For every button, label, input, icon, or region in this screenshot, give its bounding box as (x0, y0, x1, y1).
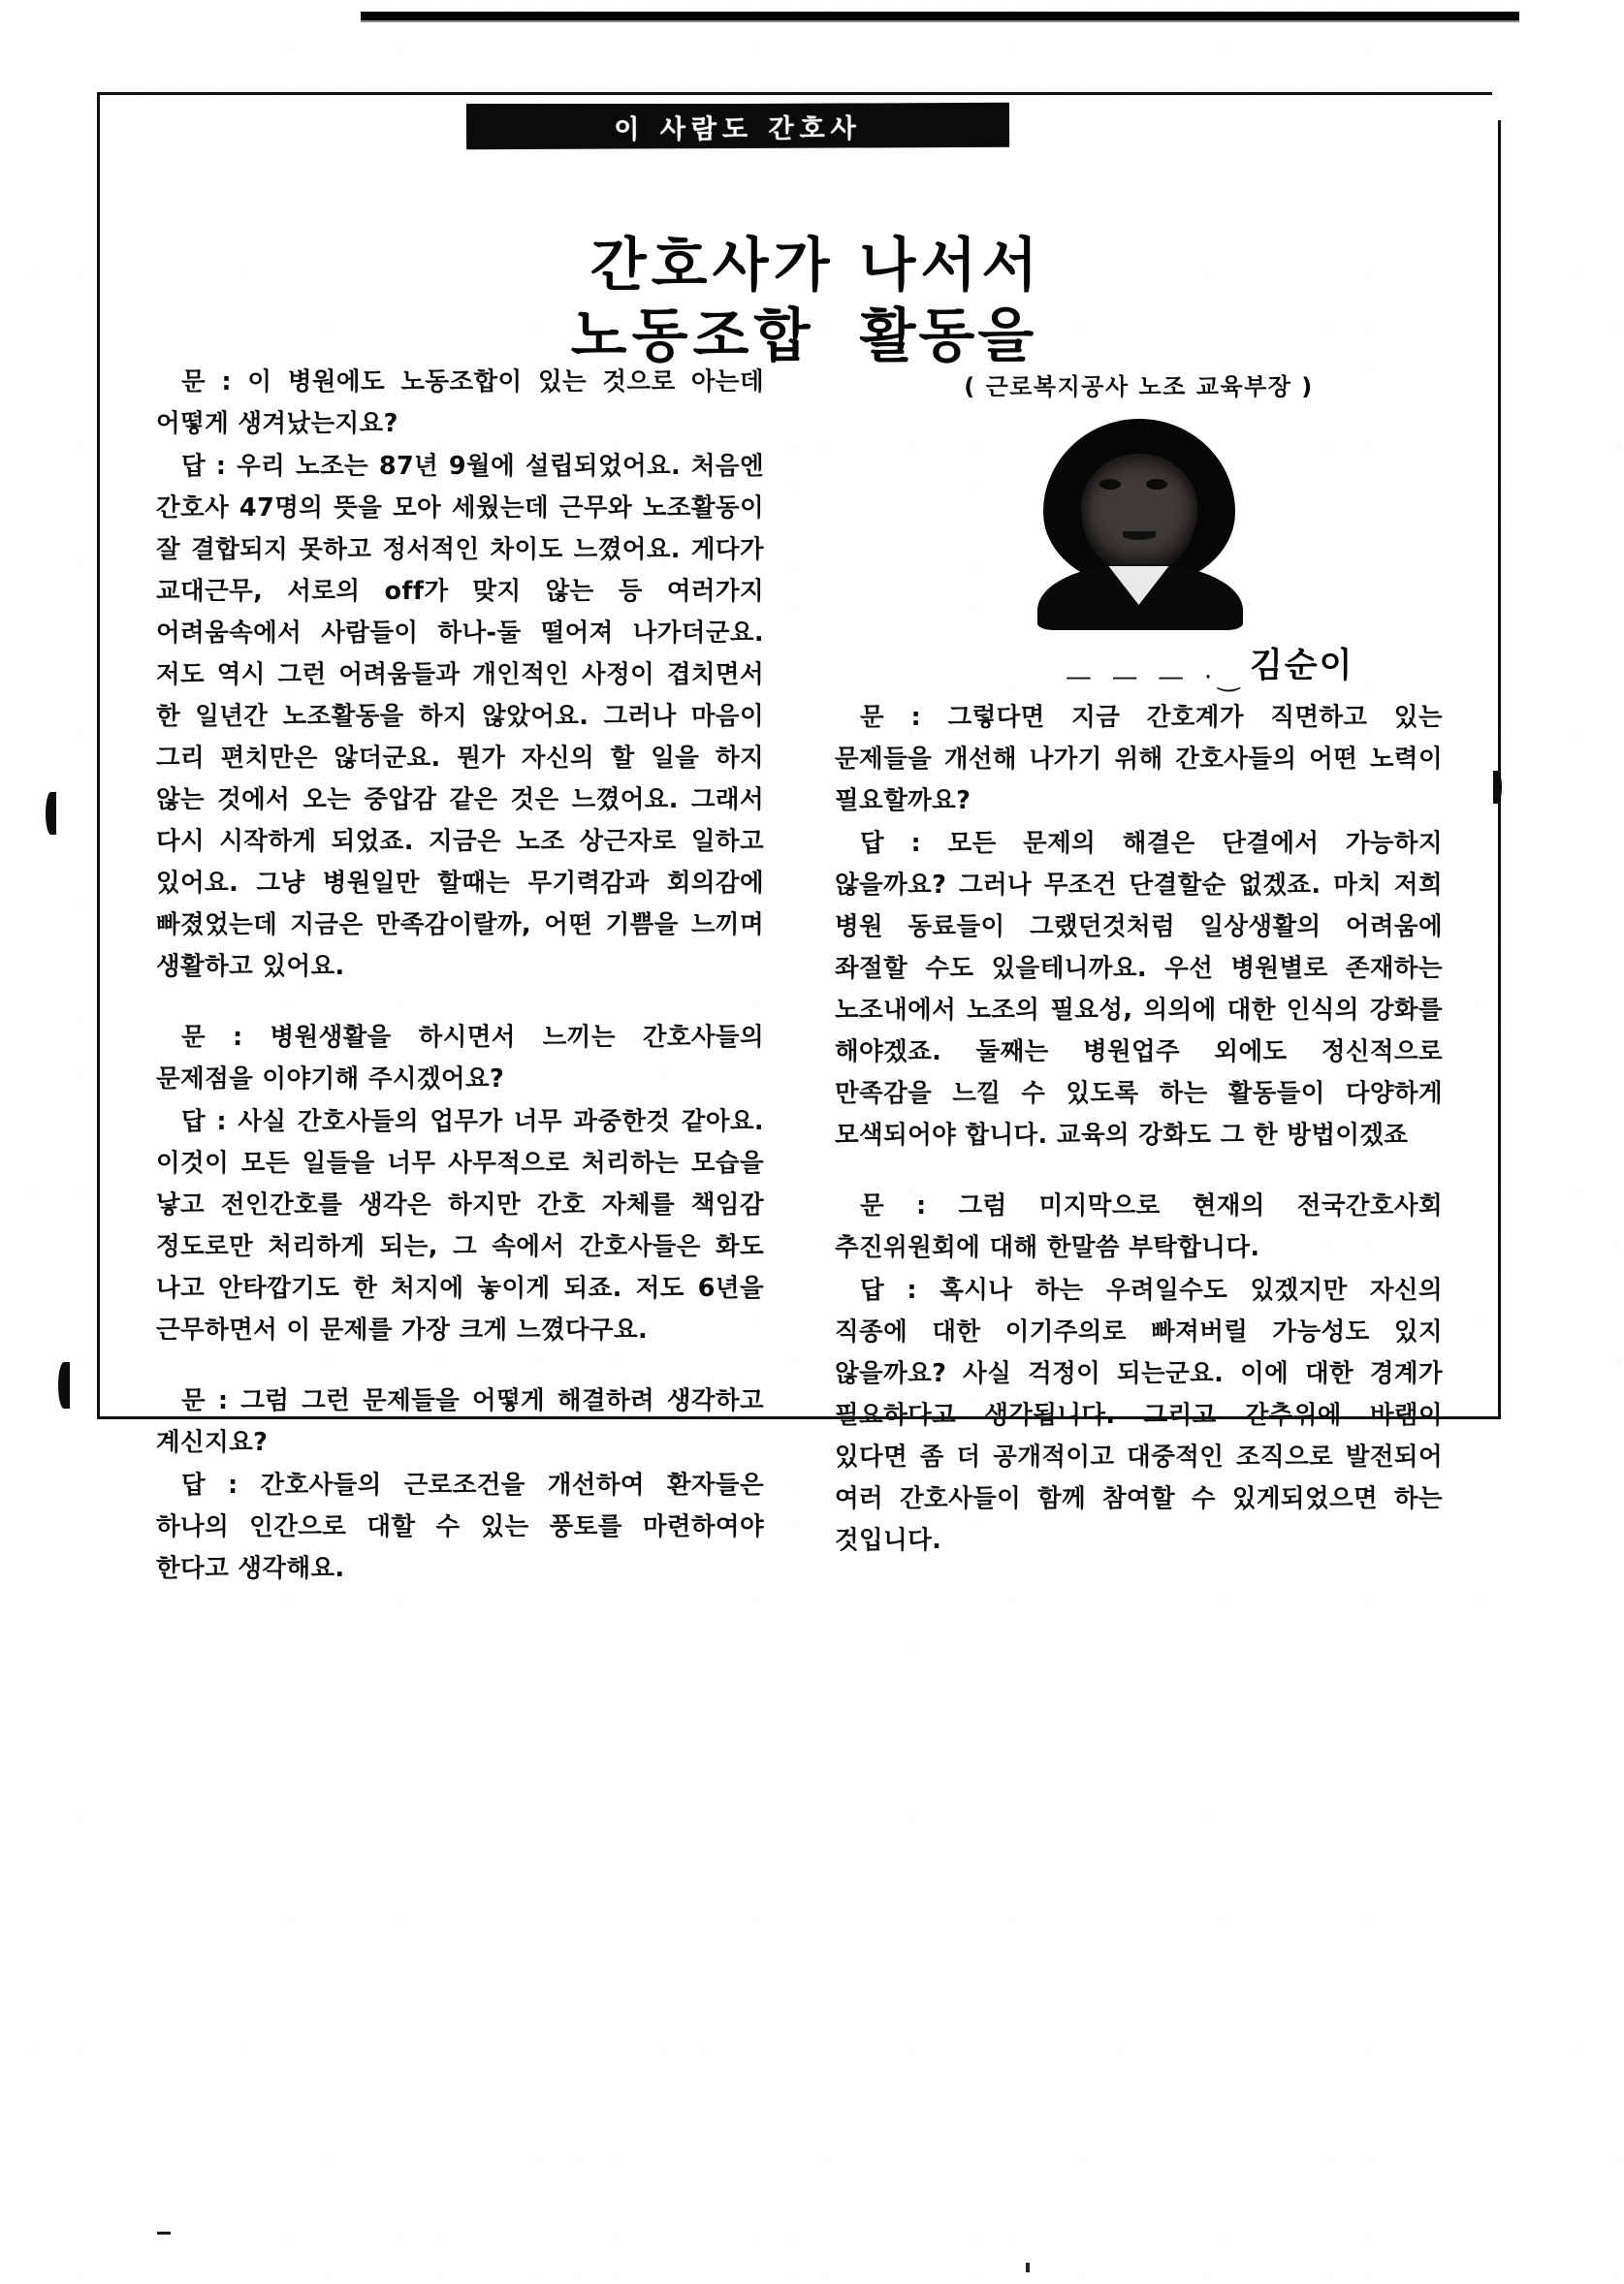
headline-line-2-part-a: 노동조합 (570, 302, 815, 371)
portrait-name: 김순이 (1250, 647, 1354, 685)
question-text: 문 : 그럼 그런 문제들을 어떻게 해결하려 생각하고 계신지요? (156, 1386, 764, 1457)
portrait-name-row (835, 637, 1443, 692)
qa-block (156, 1017, 764, 1351)
frame-corner-gap (1492, 91, 1502, 120)
photo-eye-right (1146, 479, 1167, 490)
qa-block (156, 1380, 764, 1590)
portrait-block (835, 367, 1443, 692)
footer-tick-mark (1026, 2263, 1030, 2272)
qa-block (156, 362, 764, 988)
answer-text: 답 : 혹시나 하는 우려일수도 있겠지만 자신의 직종에 대한 이기주의로 빠져버릴 가능성도 있지 않을까요? 사실 걱정이 되는군요. 이에 대한 경계가 필요하다고 생각됩니다. 그리고 간추위에 바램이 있다면 좀 더 공개적이고 대중적인 조직으로 발전되어 여러 간호사들이 함께 참여할 수 있게되었으면 하는 것입니다. (835, 1276, 1443, 1555)
section-banner (466, 103, 1009, 149)
headline-line-2-part-b: 활동을 (859, 302, 1037, 371)
answer-text: 답 : 모든 문제의 해결은 단결에서 가능하지 않을까요? 그러나 무조건 단결할순 없겠죠. 마치 저희 병원 동료들이 그랬던것처럼 일상생활의 어려움에 좌절할 수도 있을테니까요. 우선 병원별로 존재하는 노조내에서 노조의 필요성, 의의에 대한 인식의 강화를 해야겠죠. 둘째는 병원업주 외에도 정신적으로 만족감을 느낄 수 있도록 하는 활동들이 다양하게 모색되어야 합니다. 교육의 강화도 그 한 방법이겠죠 (835, 829, 1443, 1150)
question-text: 문 : 그럼 미지막으로 현재의 전국간호사회 추진위원회에 대해 한말씀 부탁합니다. (835, 1191, 1443, 1262)
headline (100, 231, 1498, 372)
section-banner-label: 이 사람도 간호사 (614, 112, 862, 145)
question-text: 문 : 그렇다면 지금 간호계가 직면하고 있는 문제들을 개선해 나가기 위해 간호사들의 어떤 노력이 필요할까요? (835, 703, 1443, 815)
qa-block (835, 697, 1443, 1157)
answer-text: 답 : 우리 노조는 87년 9월에 설립되었어요. 처음엔 간호사 47명의 뜻을 모아 세웠는데 근무와 노조활동이 잘 결합되지 못하고 정서적인 차이도 느꼈어요. 게다가 교대근무, 서로의 off가 맞지 않는 등 여러가지 어려움속에서 사람들이 하나-둘 떨어져 나가더군요. 저도 역시 그런 어려움들과 개인적인 사정이 겹치면서 한 일년간 노조활동을 하지 않았어요. 그러나 마음이 그리 편치만은 않더군요. 뭔가 자신의 할 일을 하지 않는 것에서 오는 중압감 같은 것은 느꼈어요. 그래서 다시 시작하게 되었죠. 지금은 노조 상근자로 일하고 있어요. 그냥 병원일만 할때는 무기력감과 회의감에 빠졌었는데 지금은 만족감이랄까, 어떤 기쁨을 느끼며 생활하고 있어요. (156, 452, 764, 981)
column-right (835, 362, 1443, 1563)
portrait-caption: ( 근로복지공사 노조 교육부장 ) (964, 373, 1314, 400)
question-text: 문 : 병원생활을 하시면서 느끼는 간호사들의 문제점을 이야기해 주시겠어요? (156, 1023, 764, 1094)
photo-face-shape (1081, 454, 1197, 572)
footer-dash-mark (157, 2232, 171, 2235)
answer-text: 답 : 간호사들의 근로조건을 개선하여 환자들은 하나의 인간으로 대할 수 있는 풍토를 마련하여야 한다고 생각해요. (156, 1471, 764, 1583)
photo-mouth (1123, 531, 1156, 540)
qa-block (835, 1186, 1443, 1562)
headline-line-1: 간호사가 나서서 (589, 232, 1043, 300)
photo-eye-left (1099, 479, 1121, 490)
scan-edge-artifact (46, 792, 56, 835)
scan-edge-artifact (1493, 771, 1502, 804)
scan-edge-artifact (58, 1362, 70, 1409)
body-columns (156, 362, 1446, 1583)
portrait-dash-marks: — — — ·‿ (1066, 662, 1246, 692)
column-left (156, 362, 764, 1591)
article-frame (97, 92, 1501, 1583)
question-text: 문 : 이 병원에도 노동조합이 있는 것으로 아는데 어떻게 생겨났는지요? (156, 367, 764, 438)
answer-text: 답 : 사실 간호사들의 업무가 너무 과중한것 같아요. 이것이 모든 일들을 너무 사무적으로 처리하는 모습을 낳고 전인간호를 생각은 하지만 간호 자체를 책임감 정도로만 처리하게 되는, 그 속에서 간호사들은 화도 나고 안타깝기도 한 처지에 놓이게 되죠. 저도 6년을 근무하면서 이 문제를 가장 크게 느꼈다구요. (156, 1107, 764, 1345)
portrait-photo (1028, 419, 1251, 627)
top-rule (361, 12, 1519, 20)
